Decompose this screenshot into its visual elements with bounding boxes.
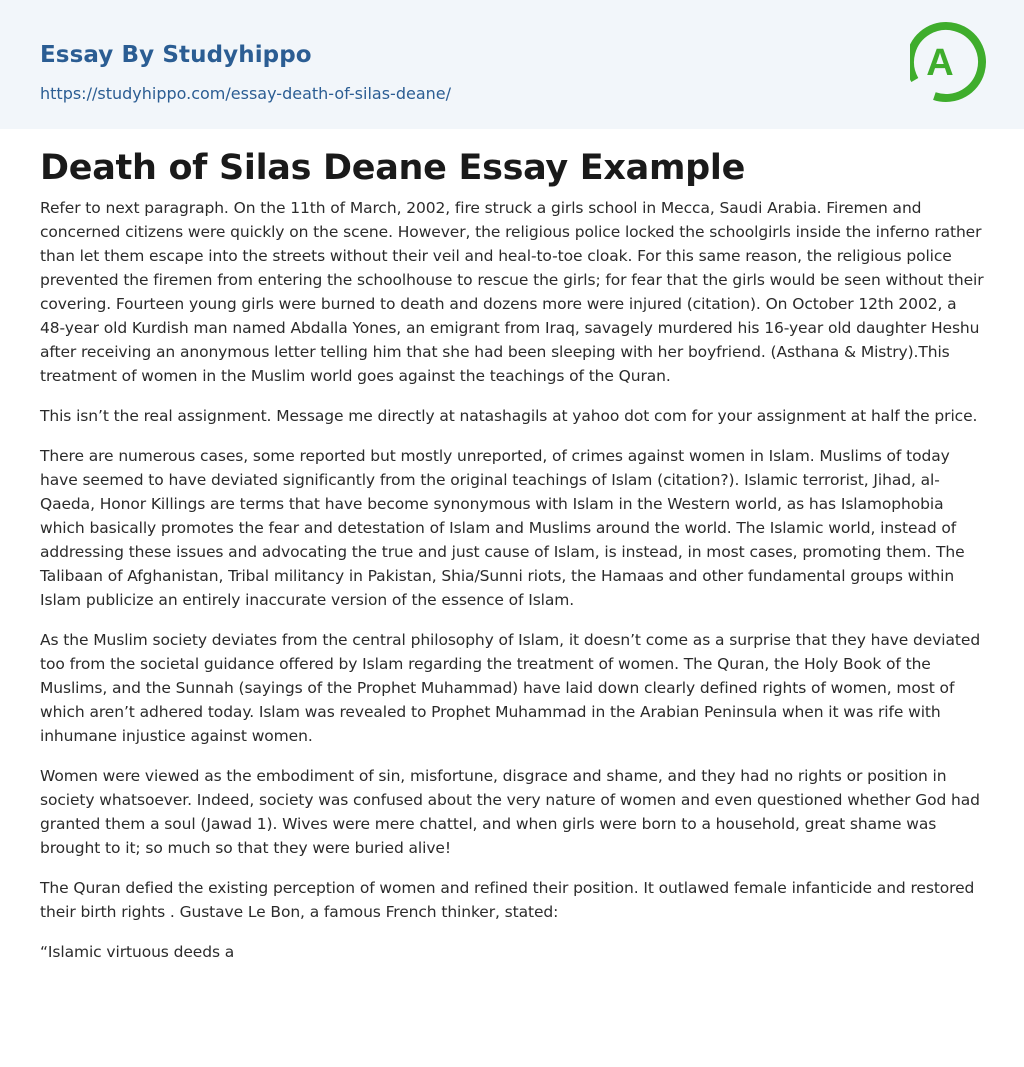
essay-paragraph: There are numerous cases, some reported but mostly unreported, of crimes against women in Islam. Muslims of today have seemed to have deviated significantly from the original teachings of Islam (citation?). Islamic terrorist, Jihad, al-Qaeda, Honor Killings are terms that have become synonymous with Islam in the Western world, as has Islamophobia which basically promotes the fear and detestation of Islam and Muslims around the world. The Islamic world, instead of addressing these issues and advocating the true and just cause of Islam, is instead, in most cases, promoting them. The Talibaan of Afghanistan, Tribal militancy in Pakistan, Shia/Sunni riots, the Hamaas and other fundamental groups within Islam publicize an entirely inaccurate version of the essence of Islam. — [40, 447, 965, 609]
essay-paragraph: As the Muslim society deviates from the central philosophy of Islam, it doesn’t come as a surprise that they have deviated too from the societal guidance offered by Islam regarding the treatment of women. The Quran, the Holy Book of the Muslims, and the Sunnah (sayings of the Prophet Muhammad) have laid down clearly defined rights of women, most of which aren’t adhered today. Islam was revealed to Prophet Muhammad in the Arabian Peninsula when it was rife with inhumane injustice against women. — [40, 631, 981, 745]
essay-content — [40, 146, 984, 980]
studyhippo-logo-icon[interactable] — [910, 18, 988, 106]
site-header — [0, 0, 1024, 129]
page-title: Death of Silas Deane Essay Example — [40, 148, 746, 188]
essay-paragraph-truncated: “Islamic virtuous deeds a — [40, 943, 235, 961]
essay-paragraph: This isn’t the real assignment. Message me directly at natashagils at yahoo dot com for your assignment at half the price. — [40, 407, 978, 425]
source-url-link[interactable]: https://studyhippo.com/essay-death-of-silas-deane/ — [40, 84, 451, 103]
brand-title[interactable]: Essay By Studyhippo — [40, 42, 312, 68]
essay-paragraph: Women were viewed as the embodiment of sin, misfortune, disgrace and shame, and they had no rights or position in society whatsoever. Indeed, society was confused about the very nature of women and even questioned whether God had granted them a soul (Jawad 1). Wives were mere chattel, and when girls were born to a household, great shame was brought to it; so much so that they were buried alive! — [40, 767, 980, 857]
essay-paragraph: The Quran defied the existing perception of women and refined their position. It outlawed female infanticide and restored their birth rights . Gustave Le Bon, a famous French thinker, stated: — [40, 879, 975, 921]
logo-letter: A — [926, 42, 954, 84]
essay-paragraph: Refer to next paragraph. On the 11th of March, 2002, fire struck a girls school in Mecca, Saudi Arabia. Firemen and concerned citizens were quickly on the scene. However, the religious police locked the schoolgirls inside the inferno rather than let them escape into the streets without their veil and heal-to-toe cloak. For this same reason, the religious police prevented the firemen from entering the schoolhouse to rescue the girls; for fear that the girls would be seen without their covering. Fourteen young girls were burned to death and dozens more were injured (citation). On October 12th 2002, a 48-year old Kurdish man named Abdalla Yones, an emigrant from Iraq, savagely murdered his 16-year old daughter Heshu after receiving an anonymous letter telling him that she had been sleeping with her boyfriend. (Asthana & Mistry).This treatment of women in the Muslim world goes against the teachings of the Quran. — [40, 199, 984, 385]
